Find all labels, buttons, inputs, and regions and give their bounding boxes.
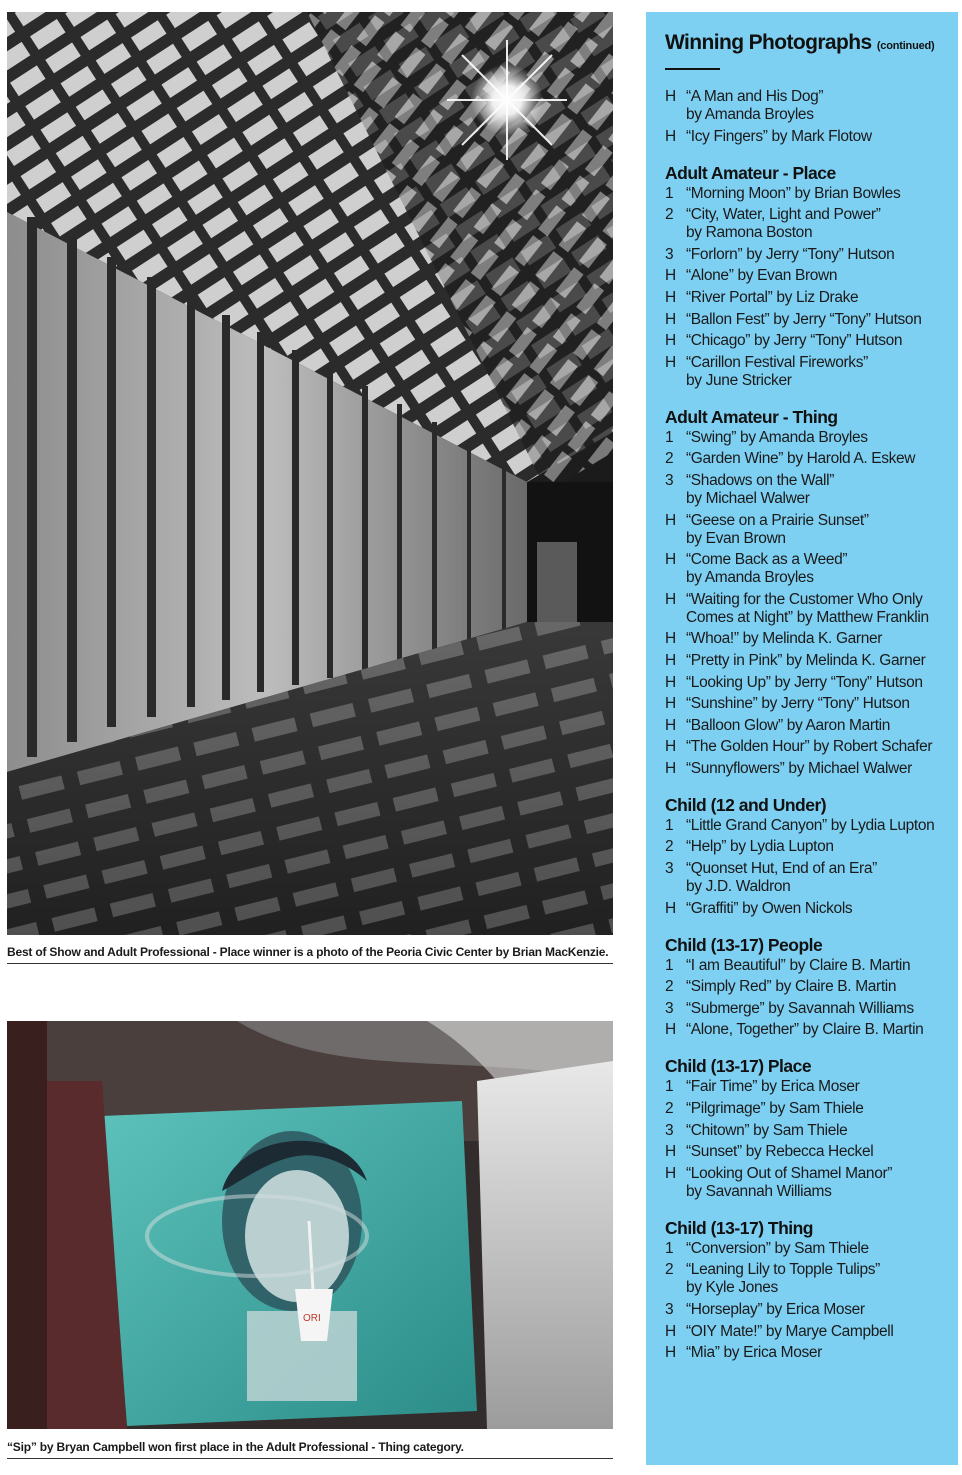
winner-entry <box>665 246 958 264</box>
entry-rank: H <box>665 673 676 691</box>
entry-text <box>686 1344 958 1362</box>
winner-entry <box>665 551 958 587</box>
entry-text <box>686 717 958 735</box>
entry-line: “Looking Out of Shamel Manor” <box>686 1164 893 1182</box>
entry-line: “Quonset Hut, End of an Era” <box>686 860 877 878</box>
entry-text <box>686 429 958 447</box>
entry-rank: H <box>665 759 676 777</box>
entry-text <box>686 957 958 975</box>
entry-text <box>686 512 958 548</box>
winners-section <box>665 1055 958 1200</box>
entry-line: “Leaning Lily to Topple Tulips” <box>686 1261 880 1279</box>
winner-entry <box>665 128 958 146</box>
entry-rank: H <box>665 332 676 350</box>
winner-entry <box>665 1143 958 1161</box>
entry-rank: H <box>665 1143 676 1161</box>
sidebar-title-text: Winning Photographs <box>665 31 872 54</box>
entry-rank: 1 <box>665 1078 674 1096</box>
winner-entry <box>665 1344 958 1362</box>
entry-line: by Ramona Boston <box>686 224 813 242</box>
entry-text <box>686 695 958 713</box>
sections-list <box>665 88 958 1362</box>
winners-section <box>665 794 958 918</box>
sip-photo-graphic <box>7 1021 613 1429</box>
civic-center-caption: Best of Show and Adult Professional - Place winner is a photo of the Peoria Civic Center by Brian MacKenzie. <box>7 945 613 964</box>
entry-rank: H <box>665 1164 676 1182</box>
entry-text <box>686 289 958 307</box>
entry-line: “Chitown” by Sam Thiele <box>686 1121 848 1139</box>
entry-rank: 3 <box>665 860 674 878</box>
entry-line: by June Stricker <box>686 371 792 389</box>
entry-rank: 3 <box>665 999 674 1017</box>
entry-line: by Evan Brown <box>686 529 786 547</box>
winner-entry <box>665 900 958 918</box>
winner-entry <box>665 1078 958 1096</box>
entry-text <box>686 88 958 124</box>
winner-entry <box>665 717 958 735</box>
winners-section <box>665 406 958 778</box>
entry-text <box>686 1240 958 1258</box>
entry-rank: H <box>665 267 676 285</box>
winner-entry <box>665 817 958 835</box>
entry-line: “Shadows on the Wall” <box>686 471 835 489</box>
entry-text <box>686 472 958 508</box>
winner-entry <box>665 512 958 548</box>
title-rule <box>665 68 720 70</box>
entry-text <box>686 1021 958 1039</box>
winner-entry <box>665 289 958 307</box>
entry-rank: 2 <box>665 450 674 468</box>
winner-entry <box>665 630 958 648</box>
entry-text <box>686 1000 958 1018</box>
entry-text <box>686 311 958 329</box>
entry-line: “Come Back as a Weed” <box>686 551 848 569</box>
entry-line: “Balloon Glow” by Aaron Martin <box>686 716 891 734</box>
entry-line: by Amanda Broyles <box>686 106 814 123</box>
winner-entry <box>665 354 958 390</box>
entry-text <box>686 1078 958 1096</box>
section-heading: Child (13-17) Thing <box>665 1217 813 1238</box>
entry-text <box>686 978 958 996</box>
entry-text <box>686 354 958 390</box>
entry-line: “Submerge” by Savannah Williams <box>686 999 914 1017</box>
entry-rank: 3 <box>665 1121 674 1139</box>
entry-line: “Graffiti” by Owen Nickols <box>686 899 853 917</box>
winner-entry <box>665 1240 958 1258</box>
sidebar-title <box>665 30 958 59</box>
winner-entry <box>665 185 958 203</box>
winner-entry <box>665 978 958 996</box>
entry-rank: 2 <box>665 978 674 996</box>
winner-entry <box>665 332 958 350</box>
entry-rank: 2 <box>665 838 674 856</box>
winner-entry <box>665 1122 958 1140</box>
section-heading: Adult Amateur - Thing <box>665 406 838 427</box>
entry-text <box>686 630 958 648</box>
entry-rank: H <box>665 511 676 529</box>
entry-text <box>686 551 958 587</box>
winner-entry <box>665 1261 958 1297</box>
entry-line: “River Portal” by Liz Drake <box>686 288 859 306</box>
civic-center-photo <box>7 12 613 935</box>
entry-text <box>686 206 958 242</box>
entry-line: “Conversion” by Sam Thiele <box>686 1239 869 1257</box>
entry-text <box>686 450 958 468</box>
entry-line: by Kyle Jones <box>686 1279 778 1297</box>
entry-line: by J.D. Waldron <box>686 878 791 896</box>
entry-line: “Pretty in Pink” by Melinda K. Garner <box>686 651 926 669</box>
section-heading: Adult Amateur - Place <box>665 162 836 183</box>
entry-line: “Alone, Together” by Claire B. Martin <box>686 1021 924 1039</box>
entry-rank: 3 <box>665 1301 674 1318</box>
winners-sidebar <box>646 12 958 1465</box>
winner-entry <box>665 472 958 508</box>
entry-line: “Sunnyflowers” by Michael Walwer <box>686 759 912 777</box>
entry-text <box>686 246 958 264</box>
entry-rank: 1 <box>665 1239 674 1257</box>
entry-line: by Savannah Williams <box>686 1182 832 1200</box>
entry-text <box>686 185 958 203</box>
winner-entry <box>665 838 958 856</box>
entry-line: “Mia” by Erica Moser <box>686 1344 822 1362</box>
entry-line: “Carillon Festival Fireworks” <box>686 353 868 371</box>
entry-line: “I am Beautiful” by Claire B. Martin <box>686 956 911 974</box>
winners-section <box>665 88 958 146</box>
entry-rank: H <box>665 353 676 371</box>
entry-rank: H <box>665 695 676 713</box>
entry-text <box>686 1301 958 1319</box>
entry-line: “Swing” by Amanda Broyles <box>686 428 868 446</box>
winner-entry <box>665 206 958 242</box>
sidebar-title-continued: (continued) <box>876 40 935 52</box>
entry-rank: H <box>665 716 676 734</box>
entry-line: “Waiting for the Customer Who Only <box>686 590 923 608</box>
section-heading: Child (13-17) Place <box>665 1056 812 1077</box>
entry-text <box>686 267 958 285</box>
entry-line: “Chicago” by Jerry “Tony” Hutson <box>686 332 903 350</box>
winners-section <box>665 162 958 390</box>
entry-text <box>686 738 958 756</box>
entry-text <box>686 817 958 835</box>
entry-line: “Geese on a Prairie Sunset” <box>686 511 869 529</box>
entry-text <box>686 1165 958 1201</box>
winner-entry <box>665 267 958 285</box>
winner-entry <box>665 860 958 896</box>
winner-entry <box>665 1100 958 1118</box>
entry-rank: 3 <box>665 471 674 489</box>
winner-entry <box>665 957 958 975</box>
entry-text <box>686 591 958 627</box>
winner-entry <box>665 674 958 692</box>
winners-section <box>665 934 958 1040</box>
entry-line: “Sunshine” by Jerry “Tony” Hutson <box>686 695 910 713</box>
entry-line: “Alone” by Evan Brown <box>686 267 838 285</box>
entry-line: “Looking Up” by Jerry “Tony” Hutson <box>686 673 923 691</box>
entry-text <box>686 1143 958 1161</box>
entry-text <box>686 900 958 918</box>
entry-text <box>686 332 958 350</box>
entry-rank: 1 <box>665 184 674 202</box>
entry-text <box>686 860 958 896</box>
winner-entry <box>665 1000 958 1018</box>
entry-line: Comes at Night” by Matthew Franklin <box>686 608 929 626</box>
winner-entry <box>665 738 958 756</box>
winner-entry <box>665 1301 958 1319</box>
winner-entry <box>665 311 958 329</box>
entry-rank: H <box>665 310 676 328</box>
section-heading: Child (13-17) People <box>665 934 823 955</box>
cup-lettering: ORI <box>303 1313 321 1324</box>
entry-text <box>686 128 958 146</box>
entry-rank: H <box>665 127 676 145</box>
entry-rank: H <box>665 1322 676 1340</box>
sip-caption: “Sip” by Bryan Campbell won first place in the Adult Professional - Thing category. <box>7 1440 613 1459</box>
entry-text <box>686 652 958 670</box>
entry-rank: H <box>665 551 676 569</box>
entry-line: “Pilgrimage” by Sam Thiele <box>686 1100 864 1118</box>
winner-entry <box>665 1021 958 1039</box>
entry-rank: H <box>665 1021 676 1039</box>
entry-line: by Amanda Broyles <box>686 569 814 587</box>
section-heading: Child (12 and Under) <box>665 794 827 815</box>
entry-rank: H <box>665 630 676 648</box>
entry-text <box>686 674 958 692</box>
entry-line: “The Golden Hour” by Robert Schafer <box>686 738 933 756</box>
entry-rank: H <box>665 88 676 105</box>
entry-rank: 1 <box>665 428 674 446</box>
entry-line: “Simply Red” by Claire B. Martin <box>686 978 897 996</box>
entry-line: “OIY Mate!” by Marye Campbell <box>686 1322 894 1340</box>
sip-photo <box>7 1021 613 1429</box>
entry-rank: 2 <box>665 206 674 224</box>
winner-entry <box>665 88 958 124</box>
entry-rank: H <box>665 1344 676 1362</box>
winners-section <box>665 1217 958 1362</box>
entry-rank: H <box>665 288 676 306</box>
entry-text <box>686 1261 958 1297</box>
entry-rank: H <box>665 590 676 608</box>
entry-text <box>686 1323 958 1341</box>
winner-entry <box>665 652 958 670</box>
entry-line: “Morning Moon” by Brian Bowles <box>686 184 901 202</box>
entry-rank: 3 <box>665 245 674 263</box>
entry-rank: H <box>665 899 676 917</box>
entry-line: “Forlorn” by Jerry “Tony” Hutson <box>686 245 895 263</box>
entry-text <box>686 1122 958 1140</box>
entry-line: “Help” by Lydia Lupton <box>686 838 834 856</box>
entry-line: “Little Grand Canyon” by Lydia Lupton <box>686 816 935 834</box>
entry-rank: 1 <box>665 816 674 834</box>
winner-entry <box>665 760 958 778</box>
entry-rank: 2 <box>665 1100 674 1118</box>
winner-entry <box>665 429 958 447</box>
entry-text <box>686 1100 958 1118</box>
entry-line: “Sunset” by Rebecca Heckel <box>686 1143 874 1161</box>
entry-text <box>686 760 958 778</box>
entry-line: “Horseplay” by Erica Moser <box>686 1301 865 1318</box>
entry-rank: H <box>665 651 676 669</box>
entry-line: “Whoa!” by Melinda K. Garner <box>686 630 883 648</box>
winner-entry <box>665 591 958 627</box>
winner-entry <box>665 450 958 468</box>
winner-entry <box>665 1165 958 1201</box>
entry-line: “Ballon Fest” by Jerry “Tony” Hutson <box>686 310 922 328</box>
civic-center-photo-graphic <box>7 12 613 935</box>
entry-rank: 1 <box>665 956 674 974</box>
entry-rank: H <box>665 738 676 756</box>
entry-text <box>686 838 958 856</box>
winner-entry <box>665 1323 958 1341</box>
entry-line: “Icy Fingers” by Mark Flotow <box>686 127 872 145</box>
winner-entry <box>665 695 958 713</box>
entry-line: “Fair Time” by Erica Moser <box>686 1078 860 1096</box>
entry-line: “Garden Wine” by Harold A. Eskew <box>686 450 916 468</box>
entry-line: “A Man and His Dog” <box>686 88 824 105</box>
entry-rank: 2 <box>665 1261 674 1279</box>
entry-line: “City, Water, Light and Power” <box>686 206 881 224</box>
entry-line: by Michael Walwer <box>686 489 810 507</box>
